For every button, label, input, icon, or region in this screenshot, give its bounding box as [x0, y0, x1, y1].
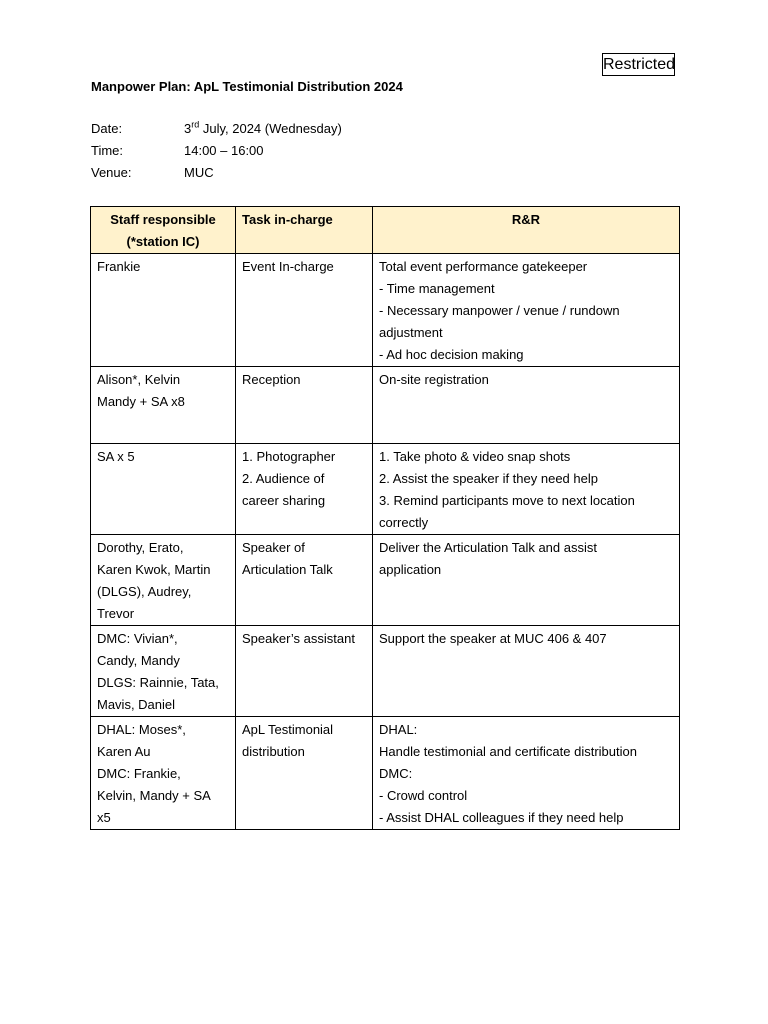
table-row [91, 717, 680, 830]
rr-cell-line: Support the speaker at MUC 406 & 407 [379, 631, 607, 646]
date-label: Date: [91, 121, 123, 136]
header-staff [91, 207, 236, 254]
table-body [91, 254, 680, 830]
rr-cell-line: Deliver the Articulation Talk and assist [379, 540, 597, 555]
staff-cell-line: Candy, Mandy [97, 653, 180, 668]
staff-cell-line: DLGS: Rainnie, Tata, [97, 675, 219, 690]
rr-cell-line: On-site registration [379, 372, 489, 387]
staff-cell [91, 626, 236, 717]
staff-cell-line: Karen Au [97, 744, 151, 759]
date-suffix: rd [191, 119, 200, 130]
staff-cell-line: Mavis, Daniel [97, 697, 176, 712]
task-cell-line: Articulation Talk [242, 562, 333, 577]
task-cell [236, 254, 373, 367]
rr-cell [373, 717, 680, 830]
staff-cell-line: DHAL: Moses*, [97, 722, 186, 737]
restricted-label: Restricted [602, 53, 675, 76]
time-row [91, 142, 342, 164]
rr-cell-line: DHAL: [379, 722, 418, 737]
task-cell [236, 535, 373, 626]
manpower-table [90, 206, 680, 830]
task-cell [236, 626, 373, 717]
staff-cell [91, 367, 236, 444]
rr-cell-line: - Necessary manpower / venue / rundown [379, 303, 620, 318]
header-staff-line2: (*station IC) [126, 234, 200, 249]
table-row [91, 535, 680, 626]
rr-cell-line: 3. Remind participants move to next location [379, 493, 635, 508]
header-task: Task in-charge [236, 207, 373, 254]
rr-cell [373, 535, 680, 626]
table-row [91, 626, 680, 717]
rr-cell-line: Total event performance gatekeeper [379, 259, 588, 274]
task-cell-line: Reception [242, 372, 301, 387]
time-value: 14:00 – 16:00 [184, 143, 264, 158]
staff-cell-line: Kelvin, Mandy + SA [97, 788, 211, 803]
rr-cell-line: 2. Assist the speaker if they need help [379, 471, 598, 486]
rr-cell-line: adjustment [379, 325, 443, 340]
staff-cell-line: Alison*, Kelvin [97, 372, 181, 387]
staff-cell [91, 535, 236, 626]
event-meta [91, 120, 342, 186]
rr-cell-line: DMC: [379, 766, 413, 781]
rr-cell-line: Handle testimonial and certificate distribution [379, 744, 637, 759]
rr-cell-line: application [379, 562, 442, 577]
rr-cell-line: - Ad hoc decision making [379, 347, 524, 362]
rr-cell [373, 254, 680, 367]
table-row [91, 367, 680, 444]
date-rest: July, 2024 (Wednesday) [199, 121, 342, 136]
task-cell-line: Event In-charge [242, 259, 334, 274]
rr-cell [373, 367, 680, 444]
staff-cell [91, 444, 236, 535]
date-day: 3 [184, 121, 192, 136]
staff-cell-line: Frankie [97, 259, 141, 274]
rr-cell [373, 626, 680, 717]
time-label: Time: [91, 143, 124, 158]
task-cell-line: 2. Audience of [242, 471, 325, 486]
task-cell-line: career sharing [242, 493, 326, 508]
task-cell-line: 1. Photographer [242, 449, 336, 464]
venue-label: Venue: [91, 165, 132, 180]
rr-cell-line: correctly [379, 515, 429, 530]
rr-cell-line: 1. Take photo & video snap shots [379, 449, 571, 464]
venue-row [91, 164, 342, 186]
staff-cell-line: Dorothy, Erato, [97, 540, 184, 555]
staff-cell-line: Mandy + SA x8 [97, 394, 185, 409]
date-row [91, 120, 342, 142]
staff-cell [91, 254, 236, 367]
header-rr: R&R [373, 207, 680, 254]
rr-cell-line: - Time management [379, 281, 495, 296]
staff-cell-line: x5 [97, 810, 111, 825]
staff-cell-line: SA x 5 [97, 449, 135, 464]
task-cell-line: ApL Testimonial [242, 722, 334, 737]
table-header-row [91, 207, 680, 254]
rr-cell-line: - Crowd control [379, 788, 468, 803]
page-title: Manpower Plan: ApL Testimonial Distribution 2024 [91, 79, 403, 94]
task-cell-line: Speaker of [242, 540, 305, 555]
table-row [91, 444, 680, 535]
staff-cell [91, 717, 236, 830]
staff-cell-line: (DLGS), Audrey, [97, 584, 192, 599]
table-row [91, 254, 680, 367]
staff-cell-line: Karen Kwok, Martin [97, 562, 211, 577]
staff-cell-line: DMC: Frankie, [97, 766, 181, 781]
rr-cell [373, 444, 680, 535]
task-cell [236, 717, 373, 830]
task-cell [236, 444, 373, 535]
venue-value: MUC [184, 165, 214, 180]
header-staff-line1: Staff responsible [110, 212, 216, 227]
staff-cell-line: DMC: Vivian*, [97, 631, 178, 646]
staff-cell-line: Trevor [97, 606, 135, 621]
task-cell-line: Speaker’s assistant [242, 631, 355, 646]
task-cell [236, 367, 373, 444]
rr-cell-line: - Assist DHAL colleagues if they need help [379, 810, 624, 825]
date-value [184, 120, 342, 142]
task-cell-line: distribution [242, 744, 305, 759]
